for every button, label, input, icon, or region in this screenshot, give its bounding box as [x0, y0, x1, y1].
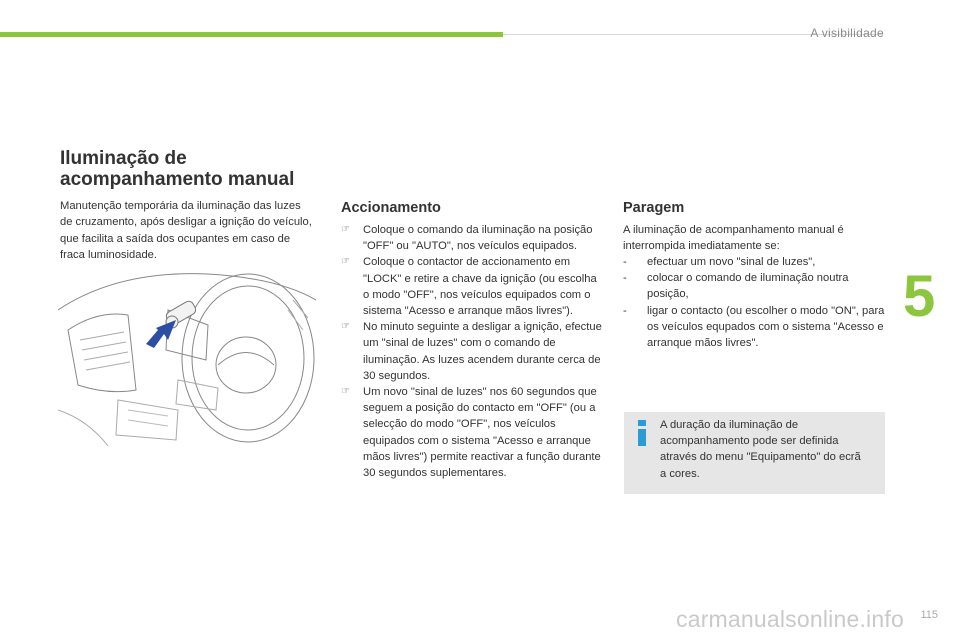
pointing-hand-icon: ☞ [341, 386, 350, 398]
stop-list [623, 254, 885, 351]
activation-heading: Accionamento [341, 200, 441, 216]
pointing-hand-icon: ☞ [341, 256, 350, 268]
intro-paragraph: Manutenção temporária da iluminação das luzes de cruzamento, após desligar a ignição do veículo, que facilita a saída dos ocupantes em caso de fraca luminosidade. [60, 200, 312, 262]
list-item-text: No minuto seguinte a desligar a ignição, efectue um "sinal de luzes" com o comando de iluminação. As luzes acendem durante cerca de 30 segundos. [363, 321, 602, 382]
info-box [624, 412, 885, 494]
list-item-text: efectuar um novo "sinal de luzes", [647, 256, 816, 268]
list-item-text: Coloque o contactor de accionamento em "LOCK" e retire a chave da ignição (ou escolha o modo "OFF", nos veículos equipados com o sistema "Acesso e arranque mãos livres"). [363, 256, 597, 318]
header-accent-bar [0, 32, 503, 37]
section-title: A visibilidade [810, 26, 884, 40]
dash-marker: - [623, 272, 627, 285]
page-title [60, 148, 330, 190]
page-title-line2: acompanhamento manual [60, 169, 295, 190]
info-text: A duração da iluminação de acompanhamento pode ser definida através do menu "Equipamento" do ecrã a cores. [660, 419, 861, 480]
list-item-text: ligar o contacto (ou escolher o modo "ON", para os veículos equpados com o sistema "Acesso e arranque mãos livres". [647, 304, 885, 350]
pointing-hand-icon: ☞ [341, 321, 350, 333]
list-item-text: Um novo "sinal de luzes" nos 60 segundos que seguem a posição do contacto em "OFF" (ou a selecção do modo "OFF", nos veículos equipados com o sistema "Acesso e arranque mãos livres") permite reactivar a função durante 30 segundos suplementares. [363, 386, 601, 480]
page-number: 115 [920, 609, 938, 621]
watermark: carmanualsonline.info [676, 606, 904, 632]
page-title-line1: Iluminação de [60, 148, 187, 169]
dash-marker: - [623, 256, 627, 268]
pointing-hand-icon: ☞ [341, 224, 350, 235]
stop-intro: A iluminação de acompanhamento manual é interrompida imediatamente se: [623, 224, 844, 253]
activation-list [341, 222, 606, 481]
list-item [341, 319, 606, 384]
chapter-number: 5 [903, 264, 936, 329]
list-item [623, 254, 885, 270]
list-item [341, 254, 606, 319]
list-item [341, 222, 606, 254]
arrow-icon [146, 320, 176, 348]
list-item [623, 270, 885, 302]
dash-marker: - [623, 304, 627, 317]
list-item [341, 384, 606, 481]
info-icon [634, 420, 650, 446]
list-item-text: Coloque o comando da iluminação na posição "OFF" ou "AUTO", nos veículos equipados. [363, 224, 593, 253]
list-item [623, 303, 885, 352]
stop-heading: Paragem [623, 200, 685, 216]
list-item-text: colocar o comando de iluminação noutra posição, [647, 272, 849, 301]
dashboard-illustration [58, 270, 318, 446]
